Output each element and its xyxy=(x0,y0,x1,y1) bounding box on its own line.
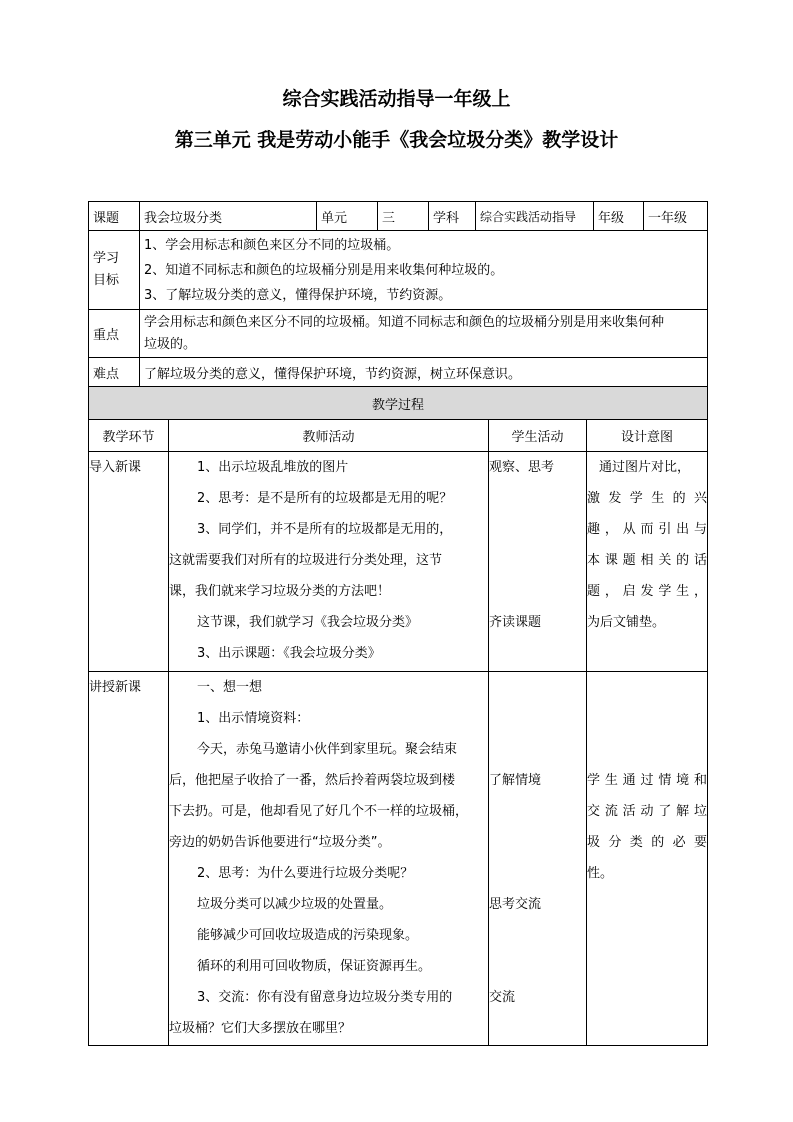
process-section-title: 教学过程 xyxy=(89,387,708,420)
unit-label: 单元 xyxy=(317,202,378,231)
stage-label: 导入新课 xyxy=(89,460,142,475)
header-intent: 设计意图 xyxy=(587,420,708,452)
teacher-line: 2、思考：为什么要进行垃圾分类呢？ xyxy=(197,866,414,881)
design-intent-cell xyxy=(587,672,708,1046)
teacher-line: 这就需要我们对所有的垃圾进行分类处理，这节 xyxy=(169,553,443,568)
subject-value: 综合实践活动指导 xyxy=(476,202,594,231)
student-line: 交流 xyxy=(489,990,516,1005)
teacher-line: 垃圾分类可以减少垃圾的处置量。 xyxy=(197,897,393,912)
student-line xyxy=(489,1013,586,1044)
student-line: 齐读课题 xyxy=(489,615,542,630)
student-line xyxy=(489,483,586,514)
student-activity-cell xyxy=(489,672,587,1046)
process-row-teaching xyxy=(89,672,708,1046)
student-line: 观察、思考 xyxy=(489,460,555,475)
teacher-line: 3、同学们，并不是所有的垃圾都是无用的， xyxy=(197,522,453,537)
info-row-difficulty xyxy=(89,358,708,387)
student-line: 思考交流 xyxy=(489,897,542,912)
teacher-line: 循环的利用可回收物质，保证资源再生。 xyxy=(197,959,432,974)
intent-line xyxy=(587,703,707,734)
teacher-line: 3、出示课题：《我会垃圾分类》 xyxy=(197,646,381,661)
teacher-activity-cell xyxy=(169,672,489,1046)
topic-value: 我会垃圾分类 xyxy=(140,202,317,231)
intent-line xyxy=(587,672,707,703)
process-header-row xyxy=(89,420,708,452)
difficulty-label: 难点 xyxy=(89,358,140,387)
teacher-line: 今天，赤兔马邀请小伙伴到家里玩。聚会结束 xyxy=(197,742,458,757)
student-line xyxy=(489,827,586,858)
goal-item: 2、知道不同标志和颜色的垃圾桶分别是用来收集何种垃圾的。 xyxy=(144,262,504,278)
intent-line: 本课题相关的话 xyxy=(587,553,708,568)
design-intent-cell xyxy=(587,452,708,672)
student-line xyxy=(489,703,586,734)
intent-line: 性。 xyxy=(587,866,614,881)
teacher-line: 1、出示情境资料： xyxy=(197,711,310,726)
info-row-key xyxy=(89,310,708,358)
unit-value: 三 xyxy=(378,202,429,231)
student-line xyxy=(489,951,586,982)
teacher-line: 2、思考：是不是所有的垃圾都是无用的呢？ xyxy=(197,491,453,506)
intent-line xyxy=(587,734,707,765)
teacher-line: 下去扔。可是，他却看见了好几个不一样的垃圾桶， xyxy=(169,804,469,819)
goals-label-line1: 学习 xyxy=(93,251,120,266)
student-line xyxy=(489,734,586,765)
student-activity-cell xyxy=(489,452,587,672)
document-title: 综合实践活动指导一年级上 xyxy=(282,88,511,110)
key-line: 学会用标志和颜色来区分不同的垃圾桶。知道不同标志和颜色的垃圾桶分别是用来收集何种 xyxy=(144,314,665,330)
student-line xyxy=(489,796,586,827)
grade-label: 年级 xyxy=(594,202,644,231)
student-line xyxy=(489,858,586,889)
goal-item: 1、学会用标志和颜色来区分不同的垃圾桶。 xyxy=(144,237,400,253)
student-line xyxy=(489,638,586,669)
header-teacher: 教师活动 xyxy=(169,420,489,452)
intent-line: 学生通过情境和 xyxy=(587,773,708,788)
intent-line: 通过图片对比， xyxy=(599,460,691,475)
teaching-process-table xyxy=(88,386,708,1046)
key-line: 垃圾的。 xyxy=(144,336,197,352)
header-stage: 教学环节 xyxy=(89,420,169,452)
stage-label: 讲授新课 xyxy=(89,680,142,695)
intent-line: 交流活动了解垃 xyxy=(587,804,708,819)
process-section-row xyxy=(89,387,708,420)
student-line xyxy=(489,545,586,576)
difficulty-value: 了解垃圾分类的意义，懂得保护环境，节约资源，树立环保意识。 xyxy=(140,358,708,387)
goals-label xyxy=(89,231,140,310)
subject-label: 学科 xyxy=(429,202,476,231)
intent-line: 圾分类的必要 xyxy=(587,835,708,850)
header-student: 学生活动 xyxy=(489,420,587,452)
student-line xyxy=(489,920,586,951)
teacher-line: 一、想一想 xyxy=(197,680,263,695)
teacher-line: 这节课，我们就学习《我会垃圾分类》 xyxy=(197,615,419,630)
teacher-line: 课，我们就来学习垃圾分类的方法吧！ xyxy=(169,584,391,599)
info-row-topic xyxy=(89,202,708,231)
goals-label-line2: 目标 xyxy=(93,273,120,288)
key-value xyxy=(140,310,708,358)
student-line xyxy=(489,672,586,703)
student-line xyxy=(489,576,586,607)
info-row-goals xyxy=(89,231,708,310)
teacher-line: 后，他把屋子收拾了一番，然后拎着两袋垃圾到楼 xyxy=(169,773,456,788)
teacher-line: 旁边的奶奶告诉他要进行“垃圾分类”。 xyxy=(169,835,391,850)
intent-line: 激发学生的兴 xyxy=(587,491,708,506)
intent-line: 为后文铺垫。 xyxy=(587,615,666,630)
goal-item: 3、了解垃圾分类的意义，懂得保护环境，节约资源。 xyxy=(144,287,452,303)
document-subtitle: 第三单元 我是劳动小能手《我会垃圾分类》教学设计 xyxy=(174,129,619,151)
intent-line: 趣，从而引出与 xyxy=(587,522,708,537)
teacher-line: 垃圾桶？它们大多摆放在哪里？ xyxy=(169,1021,352,1036)
stage-cell xyxy=(89,672,169,1046)
teacher-line: 3、交流：你有没有留意身边垃圾分类专用的 xyxy=(197,990,453,1005)
stage-cell xyxy=(89,452,169,672)
grade-value: 一年级 xyxy=(644,202,708,231)
student-line xyxy=(489,514,586,545)
intent-line: 题，启发学生， xyxy=(587,584,708,599)
teacher-line: 能够减少可回收垃圾造成的污染现象。 xyxy=(197,928,419,943)
lesson-info-table xyxy=(88,201,708,387)
teacher-activity-cell xyxy=(169,452,489,672)
process-row-intro xyxy=(89,452,708,672)
student-line: 了解情境 xyxy=(489,773,542,788)
key-label: 重点 xyxy=(89,310,140,358)
teacher-line: 1、出示垃圾乱堆放的图片 xyxy=(197,460,349,475)
topic-label: 课题 xyxy=(89,202,140,231)
goals-list xyxy=(140,231,708,310)
